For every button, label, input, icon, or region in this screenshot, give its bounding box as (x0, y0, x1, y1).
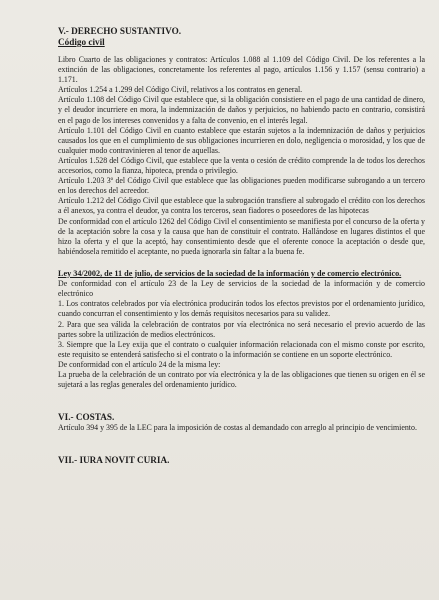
paragraph: 2. Para que sea válida la celebración de contratos por vía electrónica no será necesario el previo acuerdo de las partes sobre la utilización de medios electrónicos. (58, 319, 425, 339)
law-text (58, 279, 425, 390)
paragraph: Artículo 1.203 3º del Código Civil que establece que las obligaciones pueden modificarse subrogando a un tercero en los derechos del acreedor. (58, 176, 425, 196)
section-vii-title: VII.- IURA NOVIT CURIA. (58, 455, 170, 466)
section-v-title: V.- DERECHO SUSTANTIVO. (58, 26, 182, 36)
paragraph: Artículos 1.528 del Código Civil, que establece que la venta o cesión de crédito comprende la de todos los derechos accesorios, como la fianza, hipoteca, prenda o privilegio. (58, 155, 425, 176)
paragraph: La prueba de la celebración de un contrato por vía electrónica y la de las obligaciones que tienen su origen en él se sujetará a las reglas generales del ordenamiento jurídico. (58, 370, 425, 390)
section-vi-title: VI.- COSTAS. (58, 412, 115, 423)
costas-paragraph: Artículo 394 y 395 de la LEC para la imposición de costas al demandado con arreglo al principio de vencimiento. (58, 423, 417, 433)
paragraph: De conformidad con el artículo 1262 del Código Civil el consentimiento se manifiesta por el concurso de la oferta y de la aceptación sobre la cosa y la causa que han de constituir el contrato. Hallándose en lugares distintos el que hizo la oferta y el que la aceptó, hay consentimiento desde que el oferente conoce la aceptación o desde que, habiéndosela remitido el aceptante, no pueda ignorarla sin faltar a la buena fe. (58, 216, 425, 256)
paragraph: Libro Cuarto de las obligaciones y contratos: Artículos 1.088 al 1.109 del Código Civil. De los referentes a la extinción de las obligaciones, concretamente los referentes al pago, artículos 1.156 y 1.157 (sensu contrario) a 1.171. (58, 55, 425, 85)
paragraph: De conformidad con el artículo 24 de la misma ley: (58, 359, 221, 369)
paragraph: 1. Los contratos celebrados por vía electrónica producirán todos los efectos previstos por el ordenamiento jurídico, cuando concurran el consentimiento y los demás requisitos necesarios para su validez. (58, 299, 425, 319)
paragraph: Artículo 1.212 del Código Civil que establece que la subrogación transfiere al subrogado el crédito con los derechos a él anexos, ya contra el deudor, ya contra los terceros, sean fiadores o poseedores de las hipotecas (58, 196, 425, 216)
paragraph: Artículo 1.108 del Código Civil que establece que, si la obligación consistiere en el pago de una cantidad de dinero, y el deudor incurriere en mora, la indemnización de daños y perjuicios, no habiendo pacto en contrario, consistirá en el pago de los intereses convenidos y a falta de convenio, en el interés legal. (58, 95, 425, 125)
paragraph: Artículo 1.101 del Código Civil en cuanto establece que estarán sujetos a la indemnización de daños y perjuicios causados los que en el cumplimiento de sus obligaciones incurrieren en dolo, negligencia o morosidad, y los que de cualquier modo contravinieren al tenor de aquellas. (58, 125, 425, 155)
civil-code-text (58, 55, 425, 257)
paragraph: De conformidad con el artículo 23 de la Ley de servicios de la sociedad de la información y de comercio electrónico (58, 279, 425, 299)
paragraph: 3. Siempre que la Ley exija que el contrato o cualquier información relacionada con el mismo conste por escrito, este requisito se entenderá satisfecho si el contrato o la información se contiene en un soporte electrónico. (58, 339, 425, 359)
codigo-civil-subtitle: Código civil (58, 37, 105, 47)
law-title: Ley 34/2002, de 11 de julio, de servicios de la sociedad de la información y de comercio electrónico. (58, 268, 402, 278)
paragraph: Artículos 1.254 a 1.299 del Código Civil, relativos a los contratos en general. (58, 85, 303, 95)
